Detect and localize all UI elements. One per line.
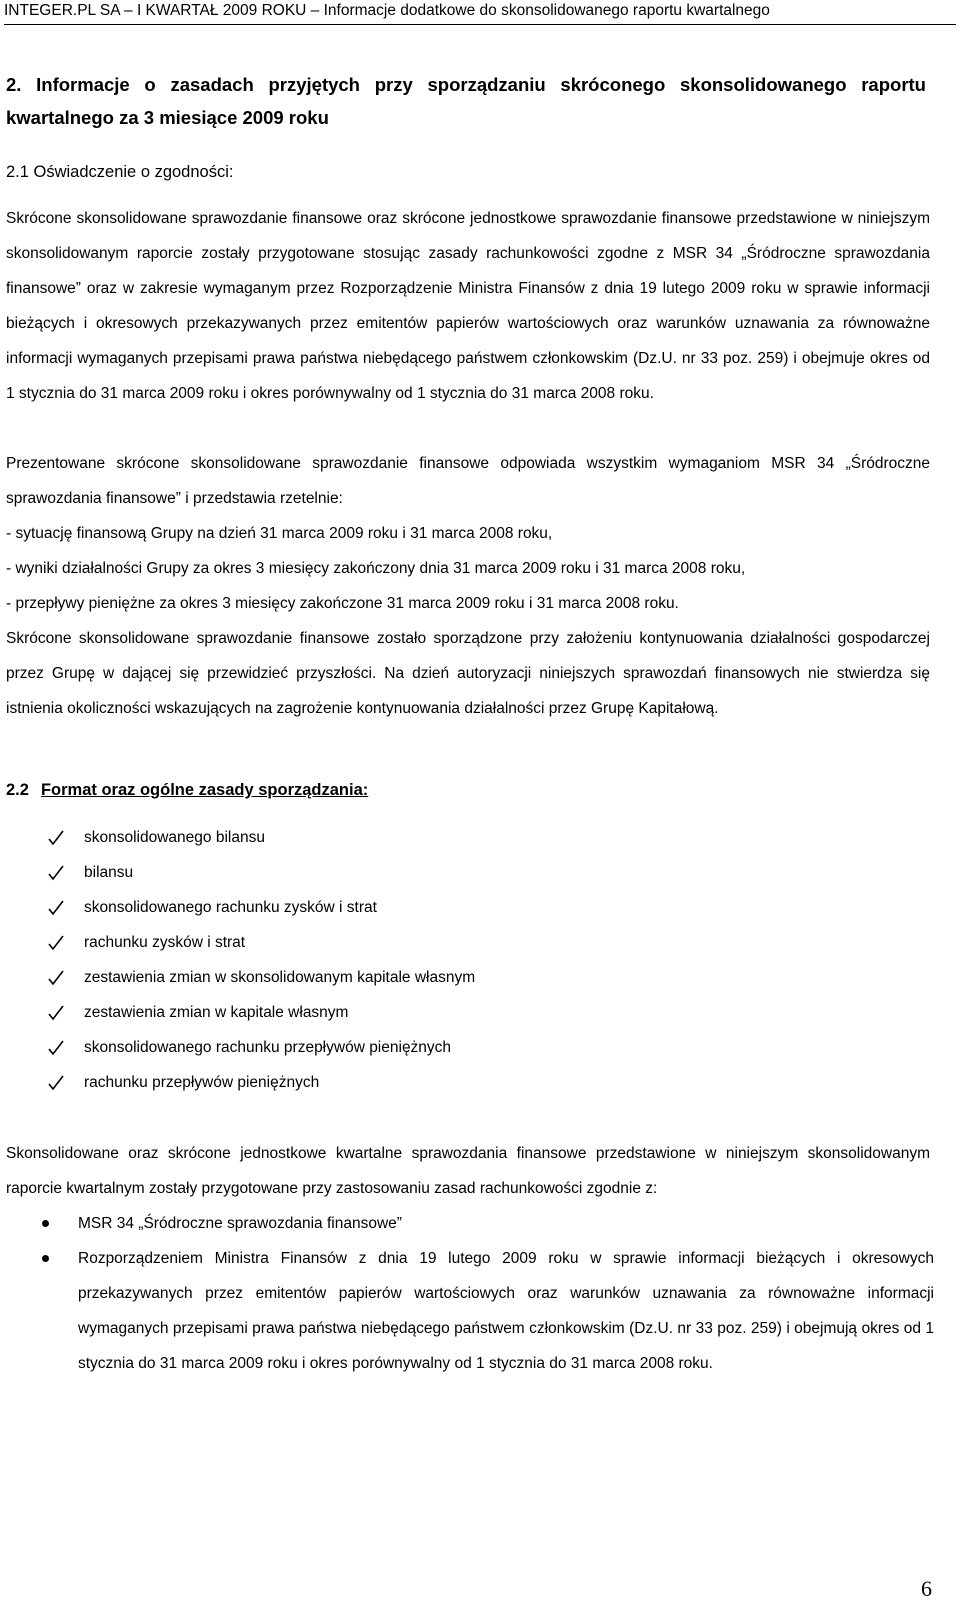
- checklist-item: [0, 929, 900, 964]
- checkmark-icon: [48, 864, 64, 882]
- presentation-paragraph: Prezentowane skrócone skonsolidowane sprawozdanie finansowe odpowiada wszystkim wymaganiom MSR 34 „Śródroczne sprawozdania finansowe” i przedstawia rzetelnie:: [6, 455, 930, 507]
- dash-item-cash-flows: - przepływy pieniężne za okres 3 miesięcy zakończone 31 marca 2009 roku i 31 marca 2008 roku.: [6, 595, 679, 612]
- checklist-item-label: zestawienia zmian w skonsolidowanym kapitale własnym: [84, 969, 476, 986]
- statements-checklist: [0, 824, 900, 1104]
- checklist-item-label: skonsolidowanego bilansu: [84, 829, 265, 846]
- checkmark-icon: [48, 969, 64, 987]
- bullet-dot-icon: [42, 1220, 49, 1227]
- checklist-item-label: bilansu: [84, 864, 134, 881]
- checkmark-icon: [48, 1004, 64, 1022]
- going-concern-paragraph: Skrócone skonsolidowane sprawozdanie finansowe zostało sporządzone przy założeniu kontynuowania działalności gospodarczej przez Grupę w dającej się przewidzieć przyszłości. Na dzień autoryzacji niniejszych sprawozdań finansowych nie stwierdza się istnienia okoliczności wskazujących na zagrożenie kontynuowania działalności przez Grupę Kapitałową.: [6, 630, 930, 717]
- bullet-item: [0, 1241, 934, 1381]
- dash-item-financial-position: - sytuację finansową Grupy na dzień 31 marca 2009 roku i 31 marca 2008 roku,: [6, 525, 553, 542]
- checklist-item-label: rachunku zysków i strat: [84, 934, 246, 951]
- checkmark-icon: [48, 934, 64, 952]
- bullet-item: [0, 1206, 934, 1241]
- checklist-item-label: zestawienia zmian w kapitale własnym: [84, 1004, 349, 1021]
- checkmark-icon: [48, 1074, 64, 1092]
- compliance-paragraph: Skrócone skonsolidowane sprawozdanie finansowe oraz skrócone jednostkowe sprawozdanie finansowe przedstawione w niniejszym skonsolidowanym raporcie zostały przygotowane stosując zasady rachunkowości zgodne z MSR 34 „Śródroczne sprawozdania finansowe” oraz w zakresie wymaganym przez Rozporządzenie Ministra Finansów z dnia 19 lutego 2009 roku w sprawie informacji bieżących i okresowych przekazywanych przez emitentów papierów wartościowych oraz warunków uznawania za równoważne informacji wymaganych przepisami prawa państwa niebędącego państwem członkowskim (Dz.U. nr 33 poz. 259) i obejmuje okres od 1 stycznia do 31 marca 2009 roku i okres porównywalny od 1 stycznia do 31 marca 2008 roku.: [6, 210, 930, 402]
- checklist-item: [0, 999, 900, 1034]
- checklist-item: [0, 859, 900, 894]
- subsection-heading-2-1: 2.1 Oświadczenie o zgodności:: [6, 163, 234, 181]
- checklist-item: [0, 964, 900, 999]
- subsection-number: 2.2: [6, 781, 29, 799]
- checklist-item-label: skonsolidowanego rachunku zysków i strat: [84, 899, 377, 916]
- running-header: INTEGER.PL SA – I KWARTAŁ 2009 ROKU – Informacje dodatkowe do skonsolidowanego raportu kwartalnego: [4, 2, 770, 19]
- checklist-item-label: skonsolidowanego rachunku przepływów pieniężnych: [84, 1039, 452, 1056]
- bullet-item-text: Rozporządzeniem Ministra Finansów z dnia 19 lutego 2009 roku w sprawie informacji bieżących i okresowych przekazywanych przez emitentów papierów wartościowych oraz warunków uznawania za równoważne informacji wymaganych przepisami prawa państwa niebędącego państwem członkowskim (Dz.U. nr 33 poz. 259) i obejmują okres od 1 stycznia do 31 marca 2009 roku i okres porównywalny od 1 stycznia do 31 marca 2008 roku.: [78, 1250, 934, 1372]
- page-number: 6: [921, 1576, 932, 1601]
- checklist-item-label: rachunku przepływów pieniężnych: [84, 1074, 320, 1091]
- bullet-item-text: MSR 34 „Śródroczne sprawozdania finansowe”: [78, 1215, 402, 1232]
- dash-item-results: - wyniki działalności Grupy za okres 3 miesięcy zakończony dnia 31 marca 2009 roku i 31 marca 2008 roku,: [6, 560, 746, 577]
- standards-bullet-list: [0, 1206, 934, 1381]
- header-divider: [4, 24, 956, 25]
- checkmark-icon: [48, 1039, 64, 1057]
- checklist-item: [0, 1069, 900, 1104]
- subsection-title: Format oraz ogólne zasady sporządzania:: [40, 781, 369, 799]
- checklist-item: [0, 824, 900, 859]
- subsection-heading-2-2: [6, 778, 926, 802]
- checklist-item: [0, 1034, 900, 1069]
- accounting-principles-paragraph: Skonsolidowane oraz skrócone jednostkowe kwartalne sprawozdania finansowe przedstawione w niniejszym skonsolidowanym raporcie kwartalnym zostały przygotowane przy zastosowaniu zasad rachunkowości zgodnie z:: [6, 1145, 930, 1197]
- bullet-dot-icon: [42, 1255, 49, 1262]
- checklist-item: [0, 894, 900, 929]
- section-heading: 2. Informacje o zasadach przyjętych przy sporządzaniu skróconego skonsolidowanego raportu kwartalnego za 3 miesiące 2009 roku: [6, 74, 926, 128]
- checkmark-icon: [48, 829, 64, 847]
- checkmark-icon: [48, 899, 64, 917]
